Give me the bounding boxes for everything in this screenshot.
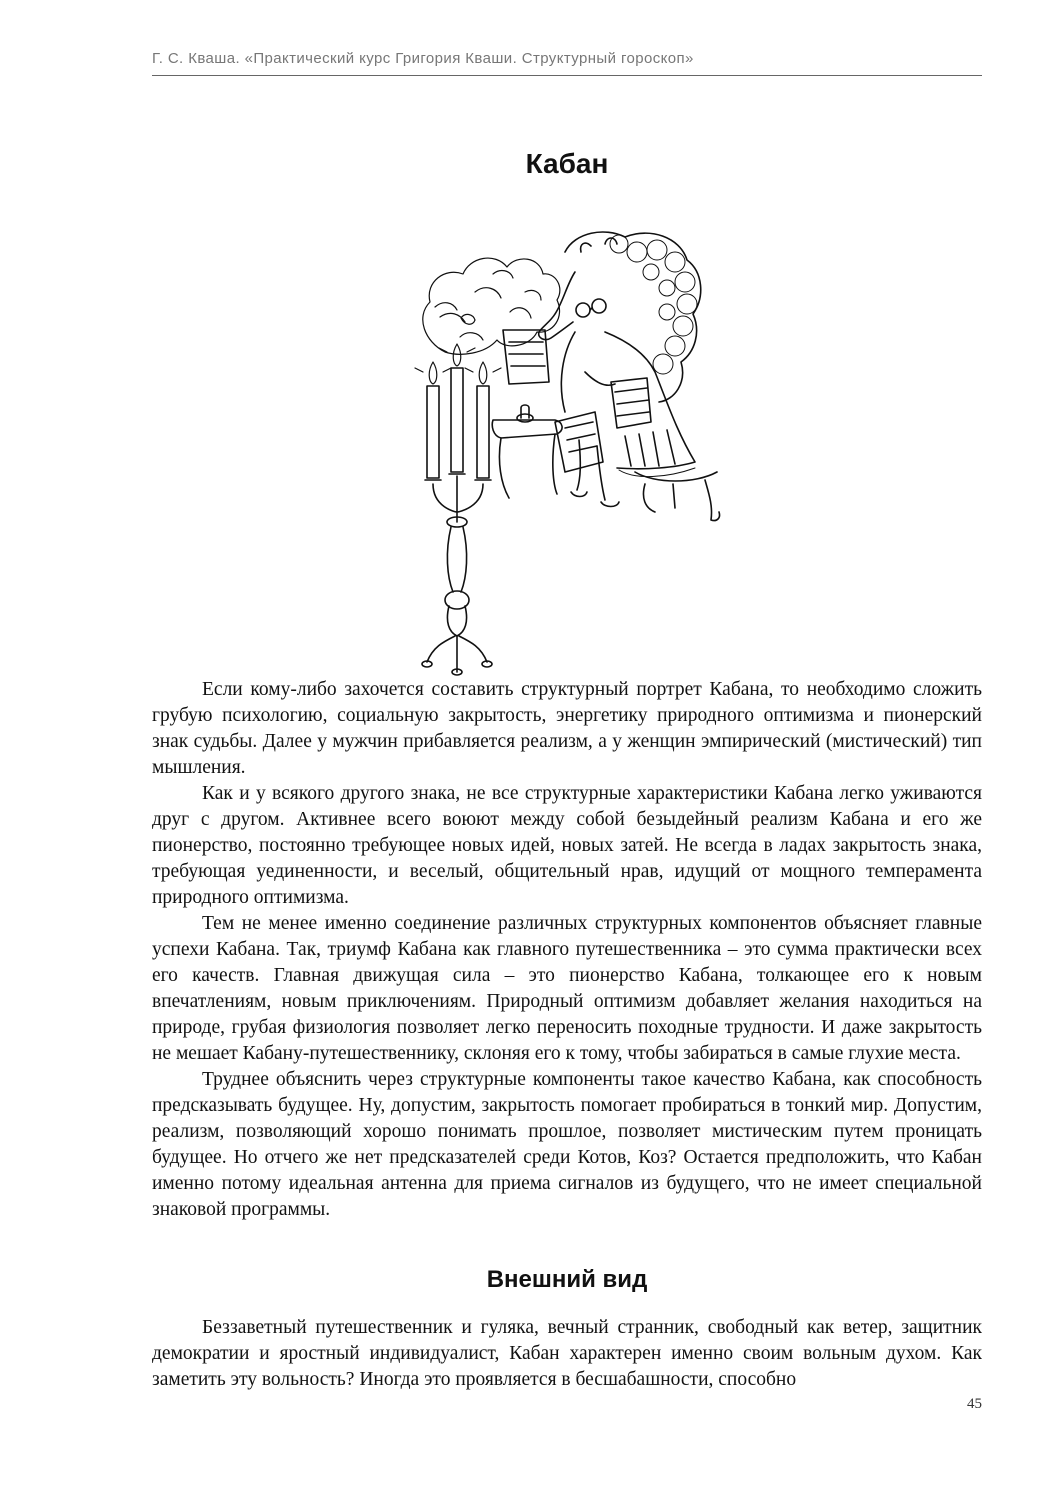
paragraph: Если кому-либо захочется составить структурный портрет Кабана, то необходимо сложить грубую психологию, социальную закрытость, энергетику природного оптимизма и пионерский знак судьбы. Далее у мужчин прибавляется реализм, а у женщин эмпирический (мистический) тип мышления. — [152, 679, 982, 778]
paragraph: Как и у всякого другого знака, не все структурные характеристики Кабана легко уживаются друг с другом. Активнее всего воюют между собой безыдейный реализм Кабана и его же пионерство, постоянно требующее новых идей, новых затей. Не всегда в ладах закрытость знака, требующая уединенности, и веселый, общительный нрав, идущий от мощного темперамента природного оптимизма. — [152, 783, 982, 908]
candelabra-icon — [422, 474, 492, 675]
running-header: Г. С. Кваша. «Практический курс Григория Кваши. Структурный гороскоп» — [152, 50, 694, 67]
candle-flame-icon — [415, 344, 501, 384]
boar-illustration — [405, 222, 735, 677]
smoke-cloud-icon — [423, 258, 560, 354]
curly-wig-icon — [610, 235, 697, 374]
chair-icon — [635, 472, 720, 521]
main-text — [152, 677, 982, 1223]
section-text — [152, 1315, 982, 1393]
candle-icon — [427, 368, 489, 478]
paragraph: Беззаветный путешественник и гуляка, вечный странник, свободный как ветер, защитник демократии и яростный индивидуалист, Кабан характерен именно своим вольным духом. Как заметить эту вольность? Иногда это проявляется в бесшабашности, способно — [152, 1317, 982, 1390]
boar-head-icon — [539, 232, 701, 402]
chapter-title: Кабан — [525, 148, 609, 179]
writing-desk-icon — [492, 405, 562, 498]
page-number: 45 — [967, 1396, 982, 1412]
header-divider — [152, 75, 982, 76]
boar-coat-icon — [561, 332, 695, 477]
paragraph: Труднее объяснить через структурные компоненты такое качество Кабана, как способность предсказывать будущее. Ну, допустим, закрытость помогает пробираться в тонкий мир. Допустим, реализм, позволяющий хорошо понимать прошлое, позволяет мистическим путем проницать будущее. Но отчего же нет предсказателей среди Котов, Коз? Остается предположить, что Кабан именно потому идеальная антенна для приема сигналов из будущего, что не имеет специальной знаковой программы. — [152, 1069, 982, 1220]
section-title: Внешний вид — [486, 1266, 648, 1293]
paragraph: Тем не менее именно соединение различных структурных компонентов объясняет главные успехи Кабана. Так, триумф Кабана как главного путешественника – это сумма практически всех его качеств. Главная движущая сила – это пионерство Кабана, толкающее его к новым впечатлениям, новым приключениям. Природный оптимизм добавляет желания находиться на природе, грубая физиология позволяет легко переносить походные трудности. И даже закрытость не мешает Кабану-путешественнику, склоняя его к тому, чтобы забираться в самые глухие места. — [152, 913, 982, 1064]
